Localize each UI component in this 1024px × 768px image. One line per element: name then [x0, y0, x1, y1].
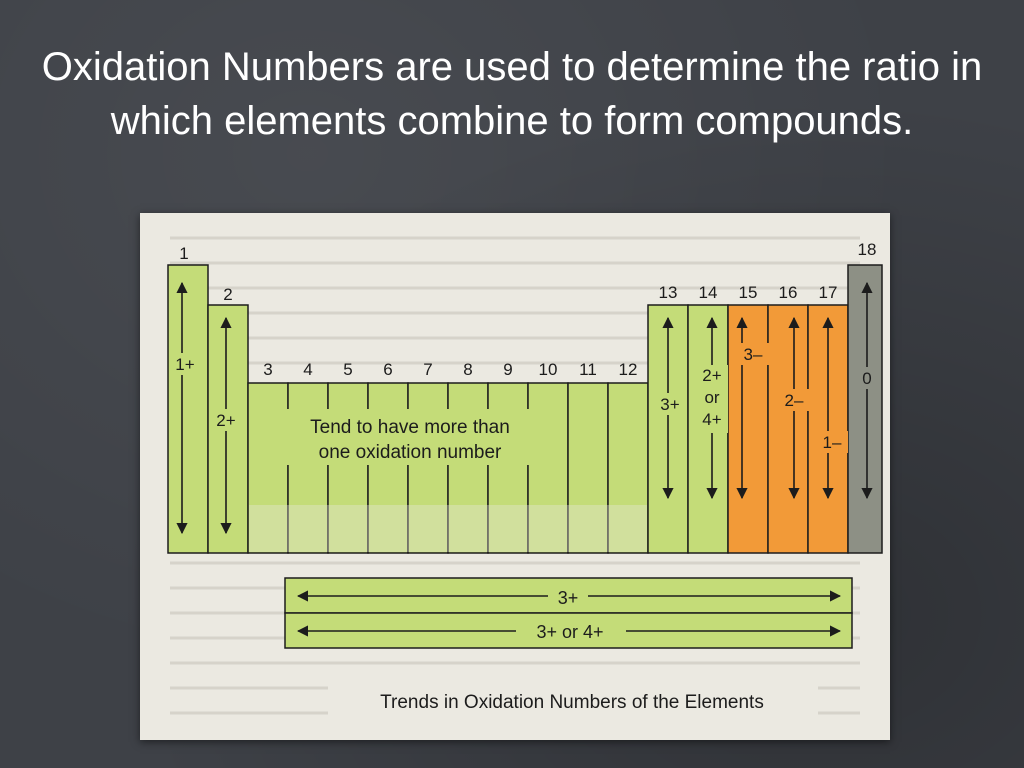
group-label-9: 9: [503, 360, 513, 379]
textbook-photo: [140, 213, 890, 740]
oxidation-group-2: 2+: [216, 411, 236, 430]
transition-note-line1: Tend to have more than: [310, 417, 510, 438]
group-1-column: [168, 265, 208, 553]
oxidation-group-14-line1: 2+: [702, 366, 722, 385]
group-label-6: 6: [383, 360, 393, 379]
group-label-16: 16: [778, 283, 798, 302]
group-label-1: 1: [179, 244, 189, 263]
oxidation-group-15: 3–: [743, 345, 763, 364]
group-15-column: [728, 305, 768, 553]
figure-caption: Trends in Oxidation Numbers of the Elements: [380, 692, 764, 713]
oxidation-group-14-line3: 4+: [702, 410, 722, 429]
slide-title: Oxidation Numbers are used to determine the ratio in which elements combine to form compounds.: [41, 45, 983, 143]
group-label-14: 14: [698, 283, 718, 302]
group-label-5: 5: [343, 360, 353, 379]
group-label-3: 3: [263, 360, 273, 379]
oxidation-group-14-line2: or: [704, 388, 720, 407]
group-label-15: 15: [738, 283, 758, 302]
group-label-10: 10: [538, 360, 558, 379]
actinide-oxidation: 3+ or 4+: [536, 622, 604, 642]
oxidation-group-1: 1+: [175, 355, 195, 374]
oxidation-group-13: 3+: [660, 395, 680, 414]
oxidation-trend-diagram: [140, 213, 890, 740]
lanthanide-oxidation: 3+: [557, 588, 579, 608]
group-label-18: 18: [857, 240, 877, 259]
group-label-7: 7: [423, 360, 433, 379]
group-label-2: 2: [223, 285, 233, 304]
group-18-column: [848, 265, 882, 553]
group-label-12: 12: [618, 360, 638, 379]
group-16-column: [768, 305, 808, 553]
oxidation-group-18: 0: [862, 369, 872, 388]
oxidation-group-16: 2–: [784, 391, 804, 410]
transition-lower-shade: [249, 505, 647, 552]
group-label-4: 4: [303, 360, 313, 379]
oxidation-group-17: 1–: [822, 433, 842, 452]
group-label-11: 11: [579, 360, 597, 379]
group-label-13: 13: [658, 283, 678, 302]
group-label-8: 8: [463, 360, 473, 379]
transition-note-line2: one oxidation number: [318, 442, 502, 463]
group-label-17: 17: [818, 283, 838, 302]
